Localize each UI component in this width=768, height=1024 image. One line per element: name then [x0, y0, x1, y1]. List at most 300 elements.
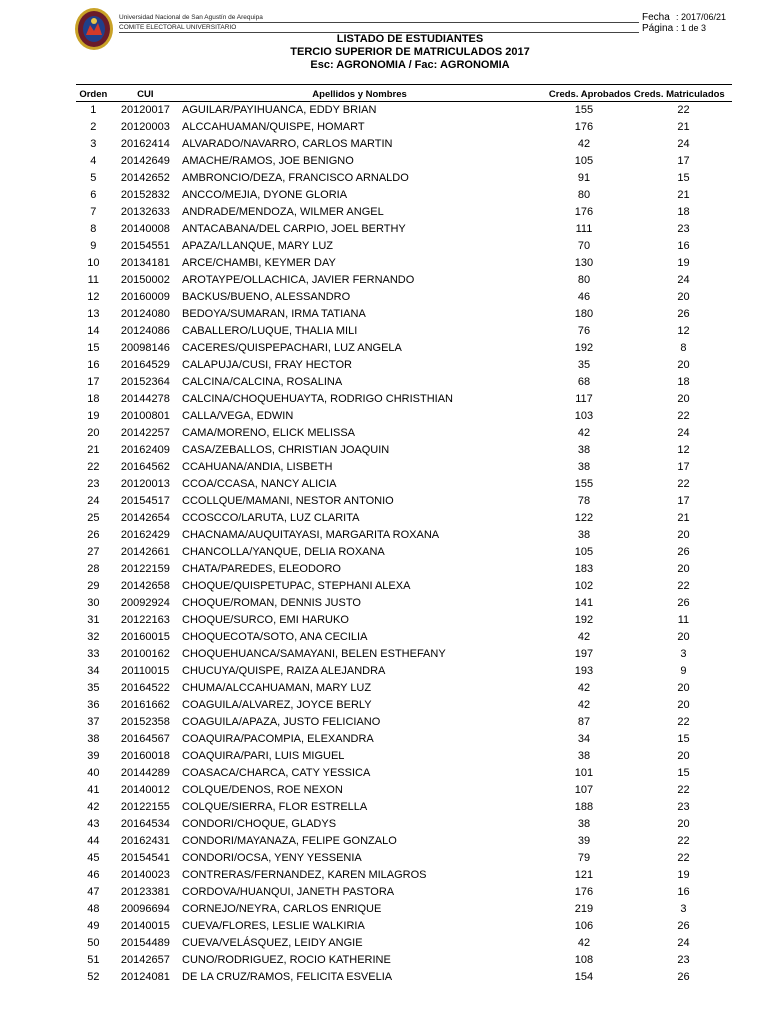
cell-nombre: AROTAYPE/OLLACHICA, JAVIER FERNANDO	[182, 274, 415, 286]
cell-cui: 20164522	[120, 682, 170, 694]
cell-creds-matriculados: 20	[677, 393, 690, 405]
cell-creds-matriculados: 20	[677, 682, 690, 694]
table-row	[76, 595, 736, 612]
cell-nombre: COAQUIRA/PARI, LUIS MIGUEL	[182, 750, 345, 762]
table-row	[76, 884, 736, 901]
cell-cui: 20152358	[120, 716, 170, 728]
cell-creds-matriculados: 22	[677, 852, 690, 864]
cell-nombre: CASA/ZEBALLOS, CHRISTIAN JOAQUIN	[182, 444, 390, 456]
cell-creds-aprobados: 42	[577, 699, 591, 711]
cell-nombre: COAQUIRA/PACOMPIA, ELEXANDRA	[182, 733, 374, 745]
cell-orden: 7	[90, 206, 97, 218]
cell-creds-aprobados: 102	[574, 580, 594, 592]
table-row	[76, 629, 736, 646]
institution-header	[119, 14, 639, 34]
cell-cui: 20096694	[120, 903, 170, 915]
table-row	[76, 765, 736, 782]
fecha-label: Fecha	[642, 12, 670, 23]
cell-creds-matriculados: 22	[677, 410, 690, 422]
cell-cui: 20092924	[120, 597, 170, 609]
cell-nombre: CHOQUE/SURCO, EMI HARUKO	[182, 614, 349, 626]
cell-creds-aprobados: 155	[574, 104, 594, 116]
cell-creds-matriculados: 11	[677, 614, 690, 626]
cell-nombre: COLQUE/DENOS, ROE NEXON	[182, 784, 343, 796]
cell-creds-aprobados: 192	[574, 614, 594, 626]
cell-nombre: ANDRADE/MENDOZA, WILMER ANGEL	[182, 206, 384, 218]
cell-cui: 20142649	[120, 155, 170, 167]
cell-creds-matriculados: 15	[677, 172, 690, 184]
table-row	[76, 578, 736, 595]
cell-creds-matriculados: 20	[677, 359, 690, 371]
cell-orden: 42	[87, 801, 100, 813]
table-row	[76, 102, 736, 119]
cell-creds-aprobados: 188	[574, 801, 594, 813]
cell-nombre: COASACA/CHARCA, CATY YESSICA	[182, 767, 371, 779]
table-row	[76, 646, 736, 663]
cell-creds-matriculados: 26	[677, 546, 690, 558]
cell-creds-matriculados: 9	[680, 665, 687, 677]
cell-nombre: CHACNAMA/AUQUITAYASI, MARGARITA ROXANA	[182, 529, 440, 541]
cell-creds-aprobados: 180	[574, 308, 594, 320]
cell-cui: 20162429	[120, 529, 170, 541]
table-row	[76, 119, 736, 136]
cell-creds-aprobados: 70	[577, 240, 591, 252]
cell-orden: 30	[87, 597, 100, 609]
cell-orden: 50	[87, 937, 100, 949]
table-row	[76, 833, 736, 850]
cell-creds-aprobados: 183	[574, 563, 594, 575]
cell-creds-matriculados: 20	[677, 818, 690, 830]
cell-nombre: APAZA/LLANQUE, MARY LUZ	[182, 240, 334, 252]
cell-cui: 20124081	[120, 971, 170, 983]
cell-creds-matriculados: 20	[677, 750, 690, 762]
cell-creds-aprobados: 80	[577, 274, 591, 286]
cell-cui: 20154517	[120, 495, 170, 507]
cell-creds-matriculados: 23	[677, 954, 690, 966]
document-titles	[0, 33, 768, 72]
cell-creds-matriculados: 21	[677, 121, 690, 133]
cell-cui: 20152832	[120, 189, 170, 201]
cell-creds-aprobados: 38	[577, 461, 591, 473]
committee-name: COMITE ELECTORAL UNIVERSITARIO	[119, 24, 237, 31]
title-escuela: Esc: AGRONOMIA / Fac: AGRONOMIA	[310, 59, 510, 71]
cell-orden: 45	[87, 852, 100, 864]
cell-creds-aprobados: 79	[577, 852, 591, 864]
table-row	[76, 476, 736, 493]
cell-orden: 2	[90, 121, 97, 133]
cell-orden: 24	[87, 495, 100, 507]
table-row	[76, 153, 736, 170]
cell-orden: 10	[87, 257, 100, 269]
cell-nombre: CALCINA/CHOQUEHUAYTA, RODRIGO CHRISTHIAN	[182, 393, 453, 405]
cell-nombre: BEDOYA/SUMARAN, IRMA TATIANA	[182, 308, 366, 320]
cell-creds-matriculados: 12	[677, 444, 690, 456]
table-row	[76, 221, 736, 238]
cell-nombre: ANCCO/MEJIA, DYONE GLORIA	[182, 189, 348, 201]
cell-orden: 31	[87, 614, 100, 626]
cell-cui: 20164567	[120, 733, 170, 745]
header-divider	[119, 22, 639, 23]
cell-cui: 20162409	[120, 444, 170, 456]
table-row	[76, 204, 736, 221]
cell-creds-aprobados: 176	[574, 886, 594, 898]
students-table	[76, 86, 736, 986]
cell-cui: 20154541	[120, 852, 170, 864]
cell-nombre: COAGUILA/APAZA, JUSTO FELICIANO	[182, 716, 381, 728]
cell-creds-aprobados: 38	[577, 818, 591, 830]
cell-orden: 6	[90, 189, 97, 201]
cell-nombre: CCOSCCO/LARUTA, LUZ CLARITA	[182, 512, 360, 524]
cell-cui: 20152364	[120, 376, 170, 388]
cell-nombre: CHUMA/ALCCAHUAMAN, MARY LUZ	[182, 682, 372, 694]
table-top-rule	[76, 84, 732, 85]
cell-nombre: CHOQUECOTA/SOTO, ANA CECILIA	[182, 631, 368, 643]
document-meta	[642, 12, 726, 34]
column-header-creds-aprobados: Creds. Aprobados	[548, 88, 631, 100]
table-row	[76, 238, 736, 255]
table-row	[76, 935, 736, 952]
cell-creds-aprobados: 35	[577, 359, 591, 371]
cell-cui: 20162431	[120, 835, 170, 847]
cell-creds-matriculados: 20	[677, 529, 690, 541]
cell-cui: 20144278	[120, 393, 170, 405]
cell-creds-aprobados: 34	[577, 733, 591, 745]
cell-creds-matriculados: 19	[677, 257, 690, 269]
cell-orden: 39	[87, 750, 100, 762]
cell-orden: 1	[90, 104, 97, 116]
column-header-orden: Orden	[79, 88, 108, 100]
cell-orden: 15	[87, 342, 100, 354]
cell-creds-aprobados: 197	[574, 648, 594, 660]
cell-creds-aprobados: 154	[574, 971, 594, 983]
cell-creds-aprobados: 76	[577, 325, 591, 337]
table-row	[76, 374, 736, 391]
cell-nombre: CUEVA/FLORES, LESLIE WALKIRIA	[182, 920, 365, 932]
table-row	[76, 391, 736, 408]
cell-cui: 20142654	[120, 512, 170, 524]
cell-orden: 22	[87, 461, 100, 473]
cell-creds-aprobados: 103	[574, 410, 594, 422]
table-row	[76, 459, 736, 476]
column-header-cui: CUI	[137, 88, 154, 100]
cell-cui: 20140023	[120, 869, 170, 881]
cell-nombre: ALVARADO/NAVARRO, CARLOS MARTIN	[182, 138, 393, 150]
cell-creds-matriculados: 20	[677, 291, 690, 303]
cell-creds-aprobados: 42	[577, 427, 591, 439]
cell-cui: 20100801	[120, 410, 170, 422]
cell-creds-aprobados: 105	[574, 155, 594, 167]
cell-creds-matriculados: 21	[677, 189, 690, 201]
cell-nombre: BACKUS/BUENO, ALESSANDRO	[182, 291, 351, 303]
cell-creds-aprobados: 176	[574, 121, 594, 133]
cell-nombre: CALAPUJA/CUSI, FRAY HECTOR	[182, 359, 352, 371]
cell-creds-aprobados: 219	[574, 903, 594, 915]
table-row	[76, 425, 736, 442]
cell-creds-aprobados: 38	[577, 750, 591, 762]
cell-creds-matriculados: 24	[677, 937, 690, 949]
cell-creds-aprobados: 107	[574, 784, 594, 796]
cell-orden: 29	[87, 580, 100, 592]
cell-creds-aprobados: 108	[574, 954, 594, 966]
cell-creds-aprobados: 46	[577, 291, 591, 303]
cell-creds-aprobados: 68	[577, 376, 591, 388]
table-row	[76, 136, 736, 153]
cell-creds-matriculados: 17	[677, 461, 690, 473]
cell-creds-aprobados: 42	[577, 937, 591, 949]
cell-creds-matriculados: 8	[680, 342, 687, 354]
table-row	[76, 340, 736, 357]
table-row	[76, 323, 736, 340]
cell-cui: 20140015	[120, 920, 170, 932]
cell-nombre: CAMA/MORENO, ELICK MELISSA	[182, 427, 356, 439]
cell-nombre: CALLA/VEGA, EDWIN	[182, 410, 294, 422]
cell-creds-matriculados: 19	[677, 869, 690, 881]
cell-orden: 38	[87, 733, 100, 745]
cell-creds-aprobados: 91	[577, 172, 591, 184]
cell-orden: 18	[87, 393, 100, 405]
cell-creds-matriculados: 20	[677, 563, 690, 575]
cell-orden: 40	[87, 767, 100, 779]
cell-cui: 20120003	[120, 121, 170, 133]
cell-cui: 20150002	[120, 274, 170, 286]
cell-cui: 20164534	[120, 818, 170, 830]
cell-orden: 8	[90, 223, 97, 235]
table-row	[76, 663, 736, 680]
cell-cui: 20144289	[120, 767, 170, 779]
cell-cui: 20142657	[120, 954, 170, 966]
cell-creds-matriculados: 16	[677, 886, 690, 898]
table-row	[76, 187, 736, 204]
cell-nombre: COAGUILA/ALVAREZ, JOYCE BERLY	[182, 699, 372, 711]
table-row	[76, 561, 736, 578]
cell-cui: 20154489	[120, 937, 170, 949]
cell-creds-matriculados: 26	[677, 971, 690, 983]
cell-creds-matriculados: 3	[680, 903, 687, 915]
table-row	[76, 918, 736, 935]
title-tercio: TERCIO SUPERIOR DE MATRICULADOS 2017	[290, 46, 530, 58]
cell-creds-aprobados: 42	[577, 682, 591, 694]
table-row	[76, 952, 736, 969]
cell-creds-aprobados: 38	[577, 529, 591, 541]
cell-nombre: AMBRONCIO/DEZA, FRANCISCO ARNALDO	[182, 172, 409, 184]
cell-creds-aprobados: 122	[574, 512, 594, 524]
cell-orden: 13	[87, 308, 100, 320]
cell-nombre: AGUILAR/PAYIHUANCA, EDDY BRIAN	[182, 104, 377, 116]
cell-cui: 20122155	[120, 801, 170, 813]
cell-nombre: CHOQUE/QUISPETUPAC, STEPHANI ALEXA	[182, 580, 411, 592]
cell-creds-aprobados: 117	[575, 393, 593, 405]
cell-orden: 48	[87, 903, 100, 915]
cell-cui: 20140008	[120, 223, 170, 235]
table-row	[76, 544, 736, 561]
cell-nombre: CUEVA/VELÁSQUEZ, LEIDY ANGIE	[182, 937, 363, 949]
cell-creds-matriculados: 22	[677, 716, 690, 728]
table-header-row	[76, 86, 736, 102]
cell-nombre: CORNEJO/NEYRA, CARLOS ENRIQUE	[182, 903, 382, 915]
cell-creds-aprobados: 78	[577, 495, 591, 507]
cell-creds-aprobados: 192	[574, 342, 594, 354]
cell-cui: 20142652	[120, 172, 170, 184]
cell-cui: 20124086	[120, 325, 170, 337]
cell-creds-matriculados: 20	[677, 699, 690, 711]
cell-creds-aprobados: 176	[574, 206, 594, 218]
cell-creds-matriculados: 16	[677, 240, 690, 252]
column-header-creds-matriculados: Creds. Matriculados	[633, 88, 725, 100]
cell-cui: 20164529	[120, 359, 170, 371]
cell-orden: 41	[87, 784, 100, 796]
cell-orden: 52	[87, 971, 100, 983]
cell-creds-matriculados: 23	[677, 223, 690, 235]
cell-orden: 9	[90, 240, 97, 252]
cell-nombre: CUNO/RODRIGUEZ, ROCIO KATHERINE	[182, 954, 391, 966]
pagina-label: Página	[642, 23, 674, 34]
column-header-nombres: Apellidos y Nombres	[312, 88, 407, 100]
cell-cui: 20120013	[120, 478, 170, 490]
cell-creds-aprobados: 42	[577, 631, 591, 643]
cell-orden: 27	[87, 546, 100, 558]
table-row	[76, 867, 736, 884]
cell-nombre: CONDORI/MAYANAZA, FELIPE GONZALO	[182, 835, 397, 847]
cell-cui: 20123381	[120, 886, 170, 898]
cell-cui: 20160018	[120, 750, 170, 762]
cell-nombre: ANTACABANA/DEL CARPIO, JOEL BERTHY	[182, 223, 406, 235]
cell-nombre: CONTRERAS/FERNANDEZ, KAREN MILAGROS	[182, 869, 427, 881]
institution-name: Universidad Nacional de San Agustín de Arequipa	[119, 14, 263, 21]
table-row	[76, 816, 736, 833]
cell-orden: 47	[87, 886, 100, 898]
cell-orden: 5	[90, 172, 97, 184]
cell-cui: 20164562	[120, 461, 170, 473]
cell-orden: 20	[87, 427, 100, 439]
cell-creds-matriculados: 24	[677, 138, 690, 150]
cell-nombre: CCOA/CCASA, NANCY ALICIA	[182, 478, 337, 490]
cell-orden: 46	[87, 869, 100, 881]
fecha-value: : 2017/06/21	[676, 12, 727, 22]
cell-orden: 32	[87, 631, 100, 643]
table-row	[76, 680, 736, 697]
cell-cui: 20124080	[120, 308, 170, 320]
cell-orden: 3	[90, 138, 97, 150]
cell-orden: 43	[87, 818, 100, 830]
cell-creds-matriculados: 17	[677, 495, 690, 507]
cell-creds-aprobados: 111	[575, 223, 593, 235]
cell-orden: 19	[87, 410, 100, 422]
cell-nombre: CORDOVA/HUANQUI, JANETH PASTORA	[182, 886, 395, 898]
cell-cui: 20140012	[120, 784, 170, 796]
cell-orden: 36	[87, 699, 100, 711]
cell-creds-aprobados: 42	[577, 138, 591, 150]
cell-creds-matriculados: 18	[677, 376, 690, 388]
cell-nombre: CHATA/PAREDES, ELEODORO	[182, 563, 341, 575]
cell-orden: 21	[87, 444, 100, 456]
cell-nombre: CONDORI/CHOQUE, GLADYS	[182, 818, 337, 830]
table-row	[76, 748, 736, 765]
cell-cui: 20142257	[120, 427, 170, 439]
table-row	[76, 612, 736, 629]
cell-creds-aprobados: 87	[577, 716, 591, 728]
cell-orden: 26	[87, 529, 100, 541]
cell-orden: 23	[87, 478, 100, 490]
cell-creds-aprobados: 101	[574, 767, 594, 779]
cell-nombre: ARCE/CHAMBI, KEYMER DAY	[182, 257, 336, 269]
cell-nombre: CHOQUE/ROMAN, DENNIS JUSTO	[182, 597, 361, 609]
cell-cui: 20098146	[120, 342, 170, 354]
cell-orden: 11	[87, 274, 100, 286]
table-row	[76, 969, 736, 986]
cell-creds-matriculados: 18	[677, 206, 690, 218]
cell-nombre: COLQUE/SIERRA, FLOR ESTRELLA	[182, 801, 368, 813]
cell-cui: 20162414	[120, 138, 170, 150]
cell-cui: 20132633	[120, 206, 170, 218]
cell-orden: 44	[87, 835, 100, 847]
cell-orden: 25	[87, 512, 100, 524]
cell-creds-matriculados: 22	[677, 835, 690, 847]
cell-orden: 28	[87, 563, 100, 575]
cell-creds-matriculados: 22	[677, 104, 690, 116]
cell-orden: 34	[87, 665, 100, 677]
cell-cui: 20160015	[120, 631, 170, 643]
cell-nombre: ALCCAHUAMAN/QUISPE, HOMART	[182, 121, 365, 133]
cell-creds-matriculados: 26	[677, 920, 690, 932]
cell-nombre: CHANCOLLA/YANQUE, DELIA ROXANA	[182, 546, 385, 558]
cell-creds-matriculados: 23	[677, 801, 690, 813]
cell-orden: 51	[87, 954, 100, 966]
cell-creds-aprobados: 155	[574, 478, 594, 490]
cell-creds-aprobados: 121	[574, 869, 594, 881]
cell-creds-aprobados: 130	[574, 257, 594, 269]
cell-cui: 20154551	[120, 240, 170, 252]
table-row	[76, 850, 736, 867]
cell-orden: 37	[87, 716, 100, 728]
table-row	[76, 272, 736, 289]
cell-creds-aprobados: 106	[574, 920, 594, 932]
table-row	[76, 799, 736, 816]
table-row	[76, 306, 736, 323]
cell-cui: 20161662	[120, 699, 170, 711]
cell-creds-matriculados: 24	[677, 427, 690, 439]
cell-nombre: CCOLLQUE/MAMANI, NESTOR ANTONIO	[182, 495, 394, 507]
cell-cui: 20160009	[120, 291, 170, 303]
pagina-value: : 1 de 3	[676, 23, 707, 33]
table-row	[76, 170, 736, 187]
table-row	[76, 901, 736, 918]
cell-nombre: CCAHUANA/ANDIA, LISBETH	[182, 461, 333, 473]
cell-orden: 49	[87, 920, 100, 932]
cell-cui: 20120017	[120, 104, 170, 116]
cell-cui: 20122163	[120, 614, 170, 626]
cell-orden: 12	[87, 291, 100, 303]
cell-creds-matriculados: 22	[677, 784, 690, 796]
cell-creds-aprobados: 193	[574, 665, 594, 677]
cell-creds-matriculados: 21	[677, 512, 690, 524]
cell-orden: 17	[87, 376, 100, 388]
cell-orden: 33	[87, 648, 100, 660]
cell-creds-matriculados: 15	[677, 733, 690, 745]
cell-nombre: CHUCUYA/QUISPE, RAIZA ALEJANDRA	[182, 665, 386, 677]
cell-creds-matriculados: 22	[677, 580, 690, 592]
cell-nombre: CACERES/QUISPEPACHARI, LUZ ANGELA	[182, 342, 402, 354]
table-row	[76, 442, 736, 459]
cell-orden: 4	[90, 155, 97, 167]
cell-nombre: CHOQUEHUANCA/SAMAYANI, BELEN ESTHEFANY	[182, 648, 446, 660]
table-row	[76, 255, 736, 272]
table-row	[76, 731, 736, 748]
cell-creds-matriculados: 26	[677, 308, 690, 320]
cell-cui: 20142658	[120, 580, 170, 592]
cell-cui: 20110015	[121, 665, 170, 677]
cell-creds-aprobados: 39	[577, 835, 591, 847]
cell-creds-matriculados: 15	[677, 767, 690, 779]
